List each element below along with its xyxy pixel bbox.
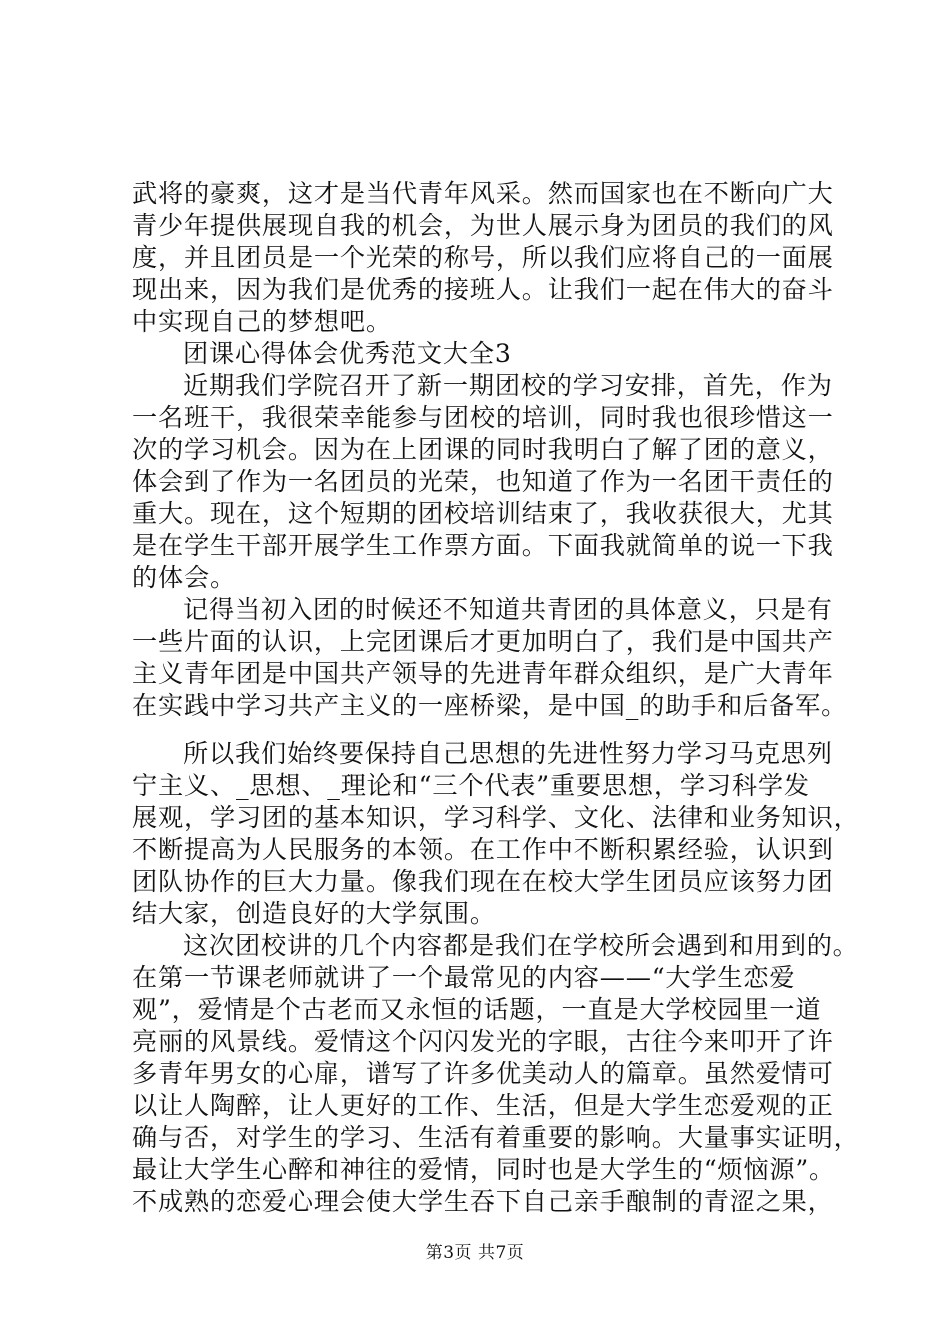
text-line: 亮丽的风景线。爱情这个闪闪发光的字眼，古往今来叩开了许 (132, 1027, 834, 1056)
text-line: 在实践中学习共产主义的一座桥梁，是中国_的助手和后备军。 (132, 691, 848, 720)
text-line: 主义青年团是中国共产领导的先进青年群众组织，是广大青年 (132, 659, 834, 688)
text-line: 青少年提供展现自我的机会，为世人展示身为团员的我们的风 (132, 211, 834, 240)
text-line: 中实现自己的梦想吧。 (132, 307, 392, 336)
text-line: 观”，爱情是个古老而又永恒的话题，一直是大学校园里一道 (132, 995, 822, 1024)
text-line: 展观，学习团的基本知识，学习科学、文化、法律和业务知识， (132, 803, 860, 832)
text-line: 所以我们始终要保持自己思想的先进性努力学习马克思列 (183, 739, 833, 768)
text-line: 近期我们学院召开了新一期团校的学习安排，首先，作为 (183, 371, 833, 400)
text-line: 次的学习机会。因为在上团课的同时我明白了解了团的意义， (132, 435, 834, 464)
text-line: 团队协作的巨大力量。像我们现在在校大学生团员应该努力团 (132, 867, 834, 896)
text-line: 结大家，创造良好的大学氛围。 (132, 899, 496, 928)
text-line: 度，并且团员是一个光荣的称号，所以我们应将自己的一面展 (132, 243, 834, 272)
text-line: 多青年男女的心扉，谱写了许多优美动人的篇章。虽然爱情可 (132, 1059, 834, 1088)
text-line: 在第一节课老师就讲了一个最常见的内容——“大学生恋爱 (132, 963, 796, 992)
text-line: 记得当初入团的时候还不知道共青团的具体意义，只是有 (183, 595, 833, 624)
text-line: 一些片面的认识，上完团课后才更加明白了，我们是中国共产 (132, 627, 834, 656)
text-line: 宁主义、_思想、_理论和“三个代表”重要思想，学习科学发 (132, 771, 810, 800)
section-heading: 团课心得体会优秀范文大全3 (183, 339, 512, 368)
text-line: 的体会。 (132, 563, 236, 592)
text-line: 是在学生干部开展学生工作票方面。下面我就简单的说一下我 (132, 531, 834, 560)
text-line: 不成熟的恋爱心理会使大学生吞下自己亲手酿制的青涩之果， (132, 1187, 834, 1216)
text-line: 现出来，因为我们是优秀的接班人。让我们一起在伟大的奋斗 (132, 275, 834, 304)
page-number-footer: 第3页 共7页 (425, 1243, 525, 1263)
text-line: 体会到了作为一名团员的光荣，也知道了作为一名团干责任的 (132, 467, 834, 496)
text-line: 武将的豪爽，这才是当代青年风采。然而国家也在不断向广大 (132, 179, 834, 208)
text-line: 以让人陶醉，让人更好的工作、生活，但是大学生恋爱观的正 (132, 1091, 834, 1120)
text-line: 这次团校讲的几个内容都是我们在学校所会遇到和用到的。 (183, 931, 859, 960)
text-line: 重大。现在，这个短期的团校培训结束了，我收获很大，尤其 (132, 499, 834, 528)
text-line: 最让大学生心醉和神往的爱情，同时也是大学生的“烦恼源”。 (132, 1155, 836, 1184)
text-line: 一名班干，我很荣幸能参与团校的培训，同时我也很珍惜这一 (132, 403, 834, 432)
text-line: 确与否，对学生的学习、生活有着重要的影响。大量事实证明， (132, 1123, 860, 1152)
text-line: 不断提高为人民服务的本领。在工作中不断积累经验，认识到 (132, 835, 834, 864)
